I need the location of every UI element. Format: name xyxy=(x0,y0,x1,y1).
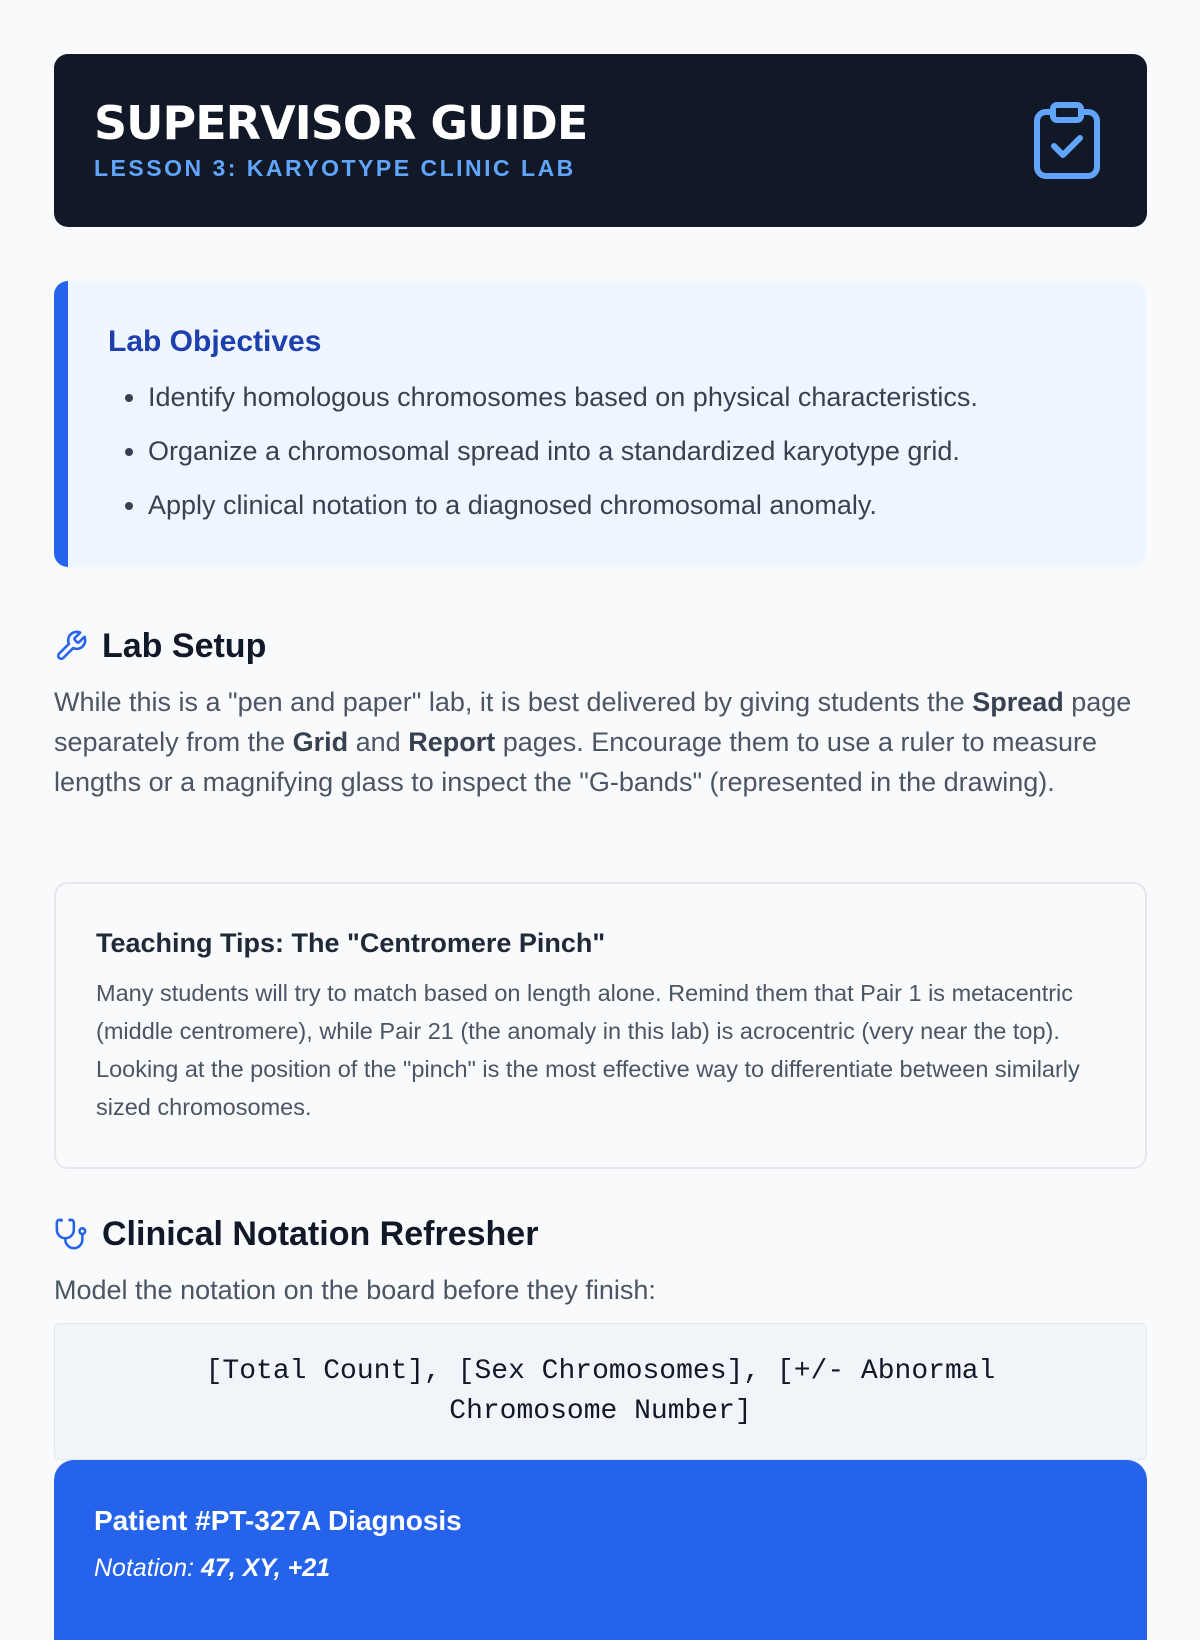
setup-text-part: pages. Encourage them to use a ruler to measure lengths or a magnifying glass to inspect the "G-bands" (represented in the drawing). xyxy=(54,727,1098,797)
guide-header xyxy=(54,54,1147,227)
notation-intro: Model the notation on the board before they finish: xyxy=(54,1275,656,1305)
page-title: SUPERVISOR GUIDE xyxy=(94,96,588,150)
tips-title: Teaching Tips: The "Centromere Pinch" xyxy=(96,928,606,958)
teaching-tips-card xyxy=(54,882,1147,1169)
notation-value: 47, XY, +21 xyxy=(201,1554,331,1582)
lesson-subtitle: LESSON 3: KARYOTYPE CLINIC LAB xyxy=(94,155,576,181)
objectives-title: Lab Objectives xyxy=(108,325,322,358)
section-title: Clinical Notation Refresher xyxy=(102,1215,539,1253)
lab-setup-text xyxy=(54,682,1154,802)
stethoscope-icon xyxy=(54,1217,88,1251)
objectives-list xyxy=(108,381,1107,521)
setup-bold-report: Report xyxy=(408,727,496,757)
clipboard-check-icon xyxy=(1033,102,1101,180)
setup-text-part: and xyxy=(348,727,409,757)
lab-setup-heading xyxy=(54,626,266,666)
setup-bold-spread: Spread xyxy=(972,687,1064,717)
objective-item: • Identify homologous chromosomes based on physical characteristics. xyxy=(148,381,1107,413)
objective-item: • Apply clinical notation to a diagnosed chromosomal anomaly. xyxy=(148,489,1107,521)
notation-format-code: [Total Count], [Sex Chromosomes], [+/- Abnormal Chromosome Number] xyxy=(54,1323,1147,1460)
diagnosis-notation xyxy=(94,1552,1107,1584)
patient-diagnosis-card xyxy=(54,1460,1147,1640)
notation-label: Notation: xyxy=(94,1554,202,1582)
setup-text-part: page separately from the xyxy=(54,687,1132,757)
clinical-notation-heading xyxy=(54,1214,538,1254)
section-title: Lab Setup xyxy=(102,627,267,665)
diagnosis-title: Patient #PT-327A Diagnosis xyxy=(94,1505,462,1536)
lab-objectives-panel xyxy=(54,281,1147,567)
setup-bold-grid: Grid xyxy=(292,727,349,757)
objective-item: • Organize a chromosomal spread into a standardized karyotype grid. xyxy=(148,435,1107,467)
tips-body: Many students will try to match based on length alone. Remind them that Pair 1 is metacentric (middle centromere), while Pair 21 (the anomaly in this lab) is acrocentric (very near the top). Looking at the position of the "pinch" is the most effective way to differentiate between similarly sized chromosomes. xyxy=(96,980,1080,1120)
setup-text-part: While this is a "pen and paper" lab, it is best delivered by giving students the xyxy=(54,687,973,717)
wrench-icon xyxy=(54,629,88,663)
